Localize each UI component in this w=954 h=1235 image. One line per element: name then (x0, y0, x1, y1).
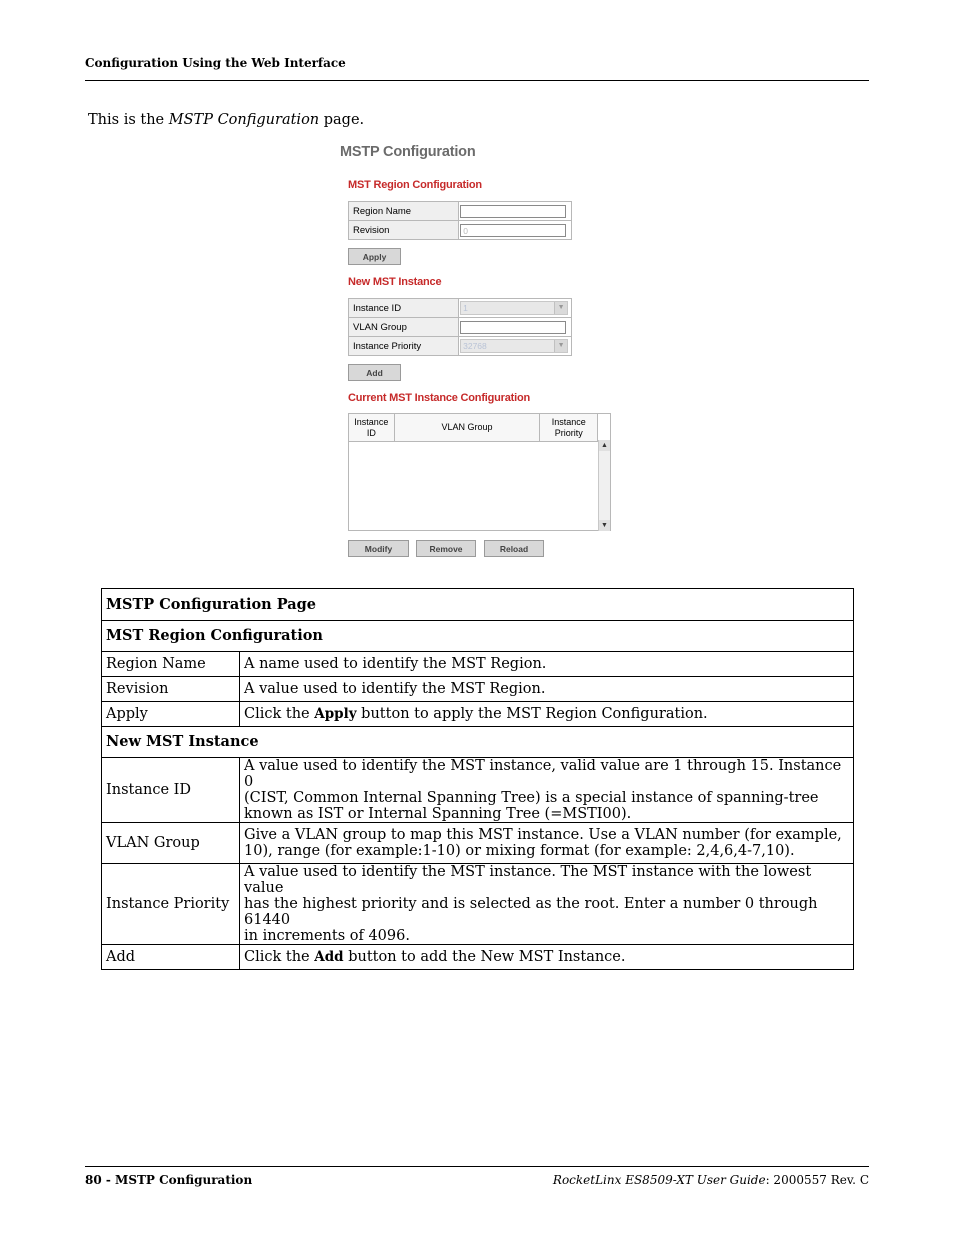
table-row (102, 758, 854, 823)
instance-id-row (349, 299, 572, 318)
intro-suffix: page. (319, 112, 365, 128)
current-table-header (349, 414, 598, 442)
row-name: VLAN Group (102, 823, 240, 864)
scroll-up-icon[interactable]: ▲ (599, 440, 610, 451)
instance-id-value: 1 (463, 303, 468, 313)
region-name-row (349, 202, 572, 221)
row-desc: A value used to identify the MST Region. (240, 677, 854, 702)
instance-id-select[interactable] (460, 301, 568, 315)
region-name-input[interactable] (460, 205, 566, 218)
instance-priority-label: Instance Priority (349, 337, 459, 356)
footer-page-label: 80 - MSTP Configuration (85, 1173, 253, 1187)
region-form (348, 201, 572, 240)
section-title: MST Region Configuration (102, 621, 854, 652)
list-scrollbar[interactable] (598, 440, 610, 531)
screenshot-title: MSTP Configuration (340, 144, 476, 160)
instance-id-label: Instance ID (349, 299, 459, 318)
instance-priority-row (349, 337, 572, 356)
column-vlan-group: VLAN Group (395, 414, 541, 441)
table-row (102, 823, 854, 864)
current-instance-section-title: Current MST Instance Configuration (348, 392, 531, 404)
row-name: Apply (102, 702, 240, 727)
region-name-label: Region Name (349, 202, 459, 221)
reload-button[interactable]: Reload (484, 540, 544, 557)
region-section-title: MST Region Configuration (348, 179, 482, 191)
row-name: Revision (102, 677, 240, 702)
row-name: Instance Priority (102, 864, 240, 945)
revision-row (349, 221, 572, 240)
intro-text (88, 112, 364, 128)
table-row (102, 702, 854, 727)
row-name: Region Name (102, 652, 240, 677)
chevron-down-icon: ▼ (554, 302, 567, 314)
table-row (102, 652, 854, 677)
running-header: Configuration Using the Web Interface (85, 56, 346, 70)
table-row (102, 945, 854, 970)
table-title: MSTP Configuration Page (102, 589, 854, 621)
revision-input[interactable]: 0 (460, 224, 566, 237)
column-instance-priority: Instance Priority (540, 414, 598, 441)
footer-revision: : 2000557 Rev. C (765, 1173, 869, 1187)
row-name: Instance ID (102, 758, 240, 823)
footer-rule (85, 1166, 869, 1167)
row-desc: Click the Add button to add the New MST Instance. (240, 945, 854, 970)
row-desc: Click the Apply button to apply the MST Region Configuration. (240, 702, 854, 727)
vlan-group-label: VLAN Group (349, 318, 459, 337)
new-instance-section-title: New MST Instance (348, 276, 442, 288)
apply-button[interactable]: Apply (348, 248, 401, 265)
intro-prefix: This is the (88, 112, 169, 128)
row-desc: Give a VLAN group to map this MST instance. Use a VLAN number (for example, 10), range (for example:1-10) or mixing format (for example: 2,4,6,4-7,10). (240, 823, 854, 864)
instance-priority-value: 32768 (463, 341, 487, 351)
footer-document-info (553, 1173, 869, 1187)
instance-priority-select[interactable] (460, 339, 568, 353)
remove-button[interactable]: Remove (416, 540, 476, 557)
row-desc: A value used to identify the MST instance, valid value are 1 through 15. Instance 0 (CIST, Common Internal Spanning Tree) is a special instance of spanning-tree known as IST or Internal Spanning Tree (=MSTI00). (240, 758, 854, 823)
row-name: Add (102, 945, 240, 970)
new-instance-form (348, 298, 572, 356)
intro-page-name: MSTP Configuration (168, 112, 320, 128)
section-row (102, 621, 854, 652)
revision-label: Revision (349, 221, 459, 240)
mstp-screenshot (340, 140, 620, 570)
modify-button[interactable]: Modify (348, 540, 409, 557)
current-instance-table (348, 413, 611, 531)
section-title: New MST Instance (102, 727, 854, 758)
chevron-down-icon: ▼ (554, 340, 567, 352)
add-button[interactable]: Add (348, 364, 401, 381)
table-title-row (102, 589, 854, 621)
row-desc: A name used to identify the MST Region. (240, 652, 854, 677)
vlan-group-input[interactable] (460, 321, 566, 334)
vlan-group-row (349, 318, 572, 337)
column-instance-id: Instance ID (349, 414, 395, 441)
section-row (102, 727, 854, 758)
footer-guide-title: RocketLinx ES8509-XT User Guide (552, 1173, 766, 1187)
scroll-down-icon[interactable]: ▼ (599, 520, 610, 531)
header-rule (85, 80, 869, 81)
table-row (102, 864, 854, 945)
table-row (102, 677, 854, 702)
description-table (101, 588, 854, 970)
row-desc: A value used to identify the MST instance. The MST instance with the lowest value has the highest priority and is selected as the root. Enter a number 0 through 61440 in increments of 4096. (240, 864, 854, 945)
